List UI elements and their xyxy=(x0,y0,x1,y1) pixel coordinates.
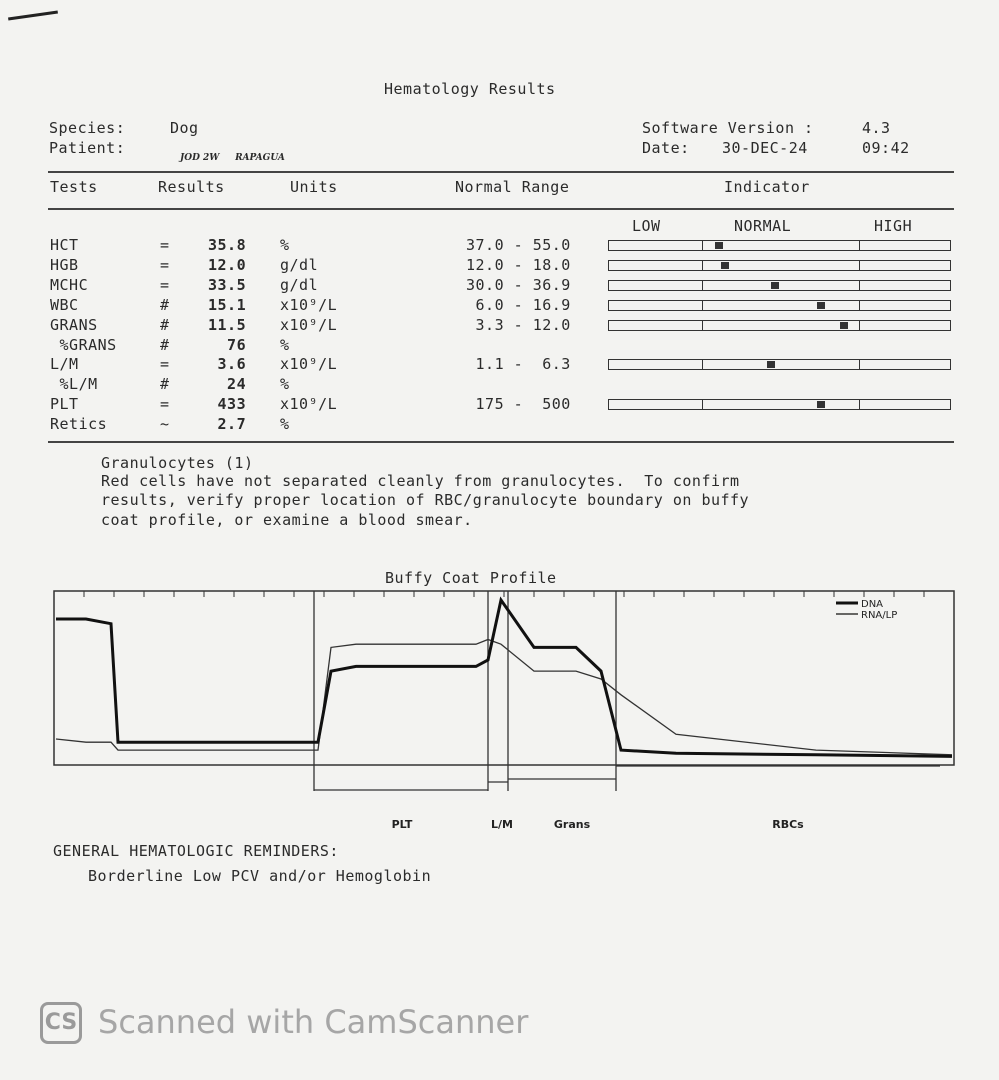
row-range: 12.0 - 18.0 xyxy=(466,256,571,274)
zone-label: RBCs xyxy=(772,818,804,831)
indicator-separator xyxy=(859,280,860,290)
date-value: 30-DEC-24 xyxy=(722,139,808,157)
rule-bottom xyxy=(48,441,954,443)
reminders-heading: GENERAL HEMATOLOGIC REMINDERS: xyxy=(53,842,339,860)
indicator-separator xyxy=(702,300,703,310)
row-test: WBC xyxy=(50,296,79,314)
row-test: L/M xyxy=(50,355,79,373)
indicator-marker xyxy=(715,242,723,249)
row-unit: x10⁹/L xyxy=(280,395,338,413)
row-test: PLT xyxy=(50,395,79,413)
row-result: 3.6 xyxy=(208,355,247,373)
rule-top xyxy=(48,171,954,173)
row-result: 24 xyxy=(208,375,247,393)
buffy-coat-chart xyxy=(50,586,960,836)
row-unit: x10⁹/L xyxy=(280,316,338,334)
chart-title: Buffy Coat Profile xyxy=(385,569,557,587)
row-symbol: = xyxy=(160,256,170,274)
legend-label: RNA/LP xyxy=(861,610,898,621)
indicator-marker xyxy=(840,322,848,329)
row-unit: % xyxy=(280,375,290,393)
chart-legend xyxy=(836,599,897,621)
row-result: 433 xyxy=(208,395,247,413)
camscanner-logo: CS xyxy=(40,1002,82,1044)
row-test: HGB xyxy=(50,256,79,274)
camscanner-watermark: Scanned with CamScanner xyxy=(98,1003,529,1041)
row-test: %GRANS xyxy=(50,336,117,354)
rule-header xyxy=(48,208,954,210)
row-range: 1.1 - 6.3 xyxy=(466,355,571,373)
row-result: 76 xyxy=(208,336,247,354)
row-symbol: = xyxy=(160,236,170,254)
species-value: Dog xyxy=(170,119,199,137)
row-symbol: # xyxy=(160,296,170,314)
row-test: HCT xyxy=(50,236,79,254)
row-result: 12.0 xyxy=(208,256,247,274)
scale-normal: NORMAL xyxy=(734,217,792,235)
patient-label: Patient: xyxy=(49,139,126,157)
header-range: Normal Range xyxy=(455,178,570,196)
header-results: Results xyxy=(158,178,225,196)
indicator-separator xyxy=(702,399,703,409)
indicator-separator xyxy=(859,240,860,250)
indicator-separator xyxy=(702,280,703,290)
row-test: Retics xyxy=(50,415,108,433)
report-title: Hematology Results xyxy=(384,80,556,98)
indicator-separator xyxy=(859,300,860,310)
row-unit: x10⁹/L xyxy=(280,296,338,314)
patient-value: JOD 2W RAPAGUA xyxy=(180,153,285,163)
indicator-separator xyxy=(859,359,860,369)
row-test: MCHC xyxy=(50,276,89,294)
header-units: Units xyxy=(290,178,338,196)
zone-label: PLT xyxy=(391,818,413,831)
row-unit: % xyxy=(280,415,290,433)
row-result: 33.5 xyxy=(208,276,247,294)
series-dna-line xyxy=(56,600,952,756)
header-tests: Tests xyxy=(50,178,98,196)
indicator-separator xyxy=(859,320,860,330)
row-symbol: ~ xyxy=(160,415,170,433)
scale-low: LOW xyxy=(632,217,661,235)
note-heading: Granulocytes (1) xyxy=(101,454,254,472)
indicator-separator xyxy=(702,320,703,330)
note-line-2: results, verify proper location of RBC/granulocyte boundary on buffy xyxy=(101,491,750,509)
row-unit: g/dl xyxy=(280,276,319,294)
indicator-marker xyxy=(817,401,825,408)
indicator-bar xyxy=(608,280,951,291)
row-range: 175 - 500 xyxy=(466,395,571,413)
legend-label: DNA xyxy=(861,599,884,610)
row-symbol: = xyxy=(160,276,170,294)
row-range: 6.0 - 16.9 xyxy=(466,296,571,314)
row-symbol: # xyxy=(160,375,170,393)
indicator-marker xyxy=(771,282,779,289)
indicator-bar xyxy=(608,359,951,370)
header-indicator: Indicator xyxy=(724,178,810,196)
indicator-bar xyxy=(608,260,951,271)
zone-label: Grans xyxy=(553,818,591,831)
row-range: 30.0 - 36.9 xyxy=(466,276,571,294)
indicator-bar xyxy=(608,300,951,311)
row-result: 11.5 xyxy=(208,316,247,334)
row-result: 2.7 xyxy=(208,415,247,433)
indicator-marker xyxy=(767,361,775,368)
pen-mark xyxy=(8,11,58,21)
indicator-separator xyxy=(702,359,703,369)
row-unit: % xyxy=(280,236,290,254)
series-rna-lp-line xyxy=(56,640,952,755)
note-line-1: Red cells have not separated cleanly from granulocytes. To confirm xyxy=(101,472,740,490)
chart-frame xyxy=(54,591,954,765)
time-value: 09:42 xyxy=(862,139,910,157)
row-range: 3.3 - 12.0 xyxy=(466,316,571,334)
row-result: 35.8 xyxy=(208,236,247,254)
indicator-bar xyxy=(608,399,951,410)
date-label: Date: xyxy=(642,139,690,157)
row-result: 15.1 xyxy=(208,296,247,314)
indicator-separator xyxy=(702,260,703,270)
software-value: 4.3 xyxy=(862,119,891,137)
software-label: Software Version : xyxy=(642,119,814,137)
reminders-text: Borderline Low PCV and/or Hemoglobin xyxy=(88,867,432,885)
row-symbol: # xyxy=(160,316,170,334)
row-test: GRANS xyxy=(50,316,98,334)
indicator-bar xyxy=(608,320,951,331)
indicator-separator xyxy=(859,399,860,409)
row-symbol: = xyxy=(160,355,170,373)
row-unit: % xyxy=(280,336,290,354)
row-symbol: # xyxy=(160,336,170,354)
row-unit: x10⁹/L xyxy=(280,355,338,373)
row-unit: g/dl xyxy=(280,256,319,274)
indicator-marker xyxy=(721,262,729,269)
row-test: %L/M xyxy=(50,375,98,393)
row-range: 37.0 - 55.0 xyxy=(466,236,571,254)
zone-label: L/M xyxy=(491,818,513,831)
note-line-3: coat profile, or examine a blood smear. xyxy=(101,511,473,529)
row-symbol: = xyxy=(160,395,170,413)
indicator-separator xyxy=(859,260,860,270)
scale-high: HIGH xyxy=(874,217,913,235)
species-label: Species: xyxy=(49,119,126,137)
indicator-marker xyxy=(817,302,825,309)
indicator-bar xyxy=(608,240,951,251)
indicator-separator xyxy=(702,240,703,250)
